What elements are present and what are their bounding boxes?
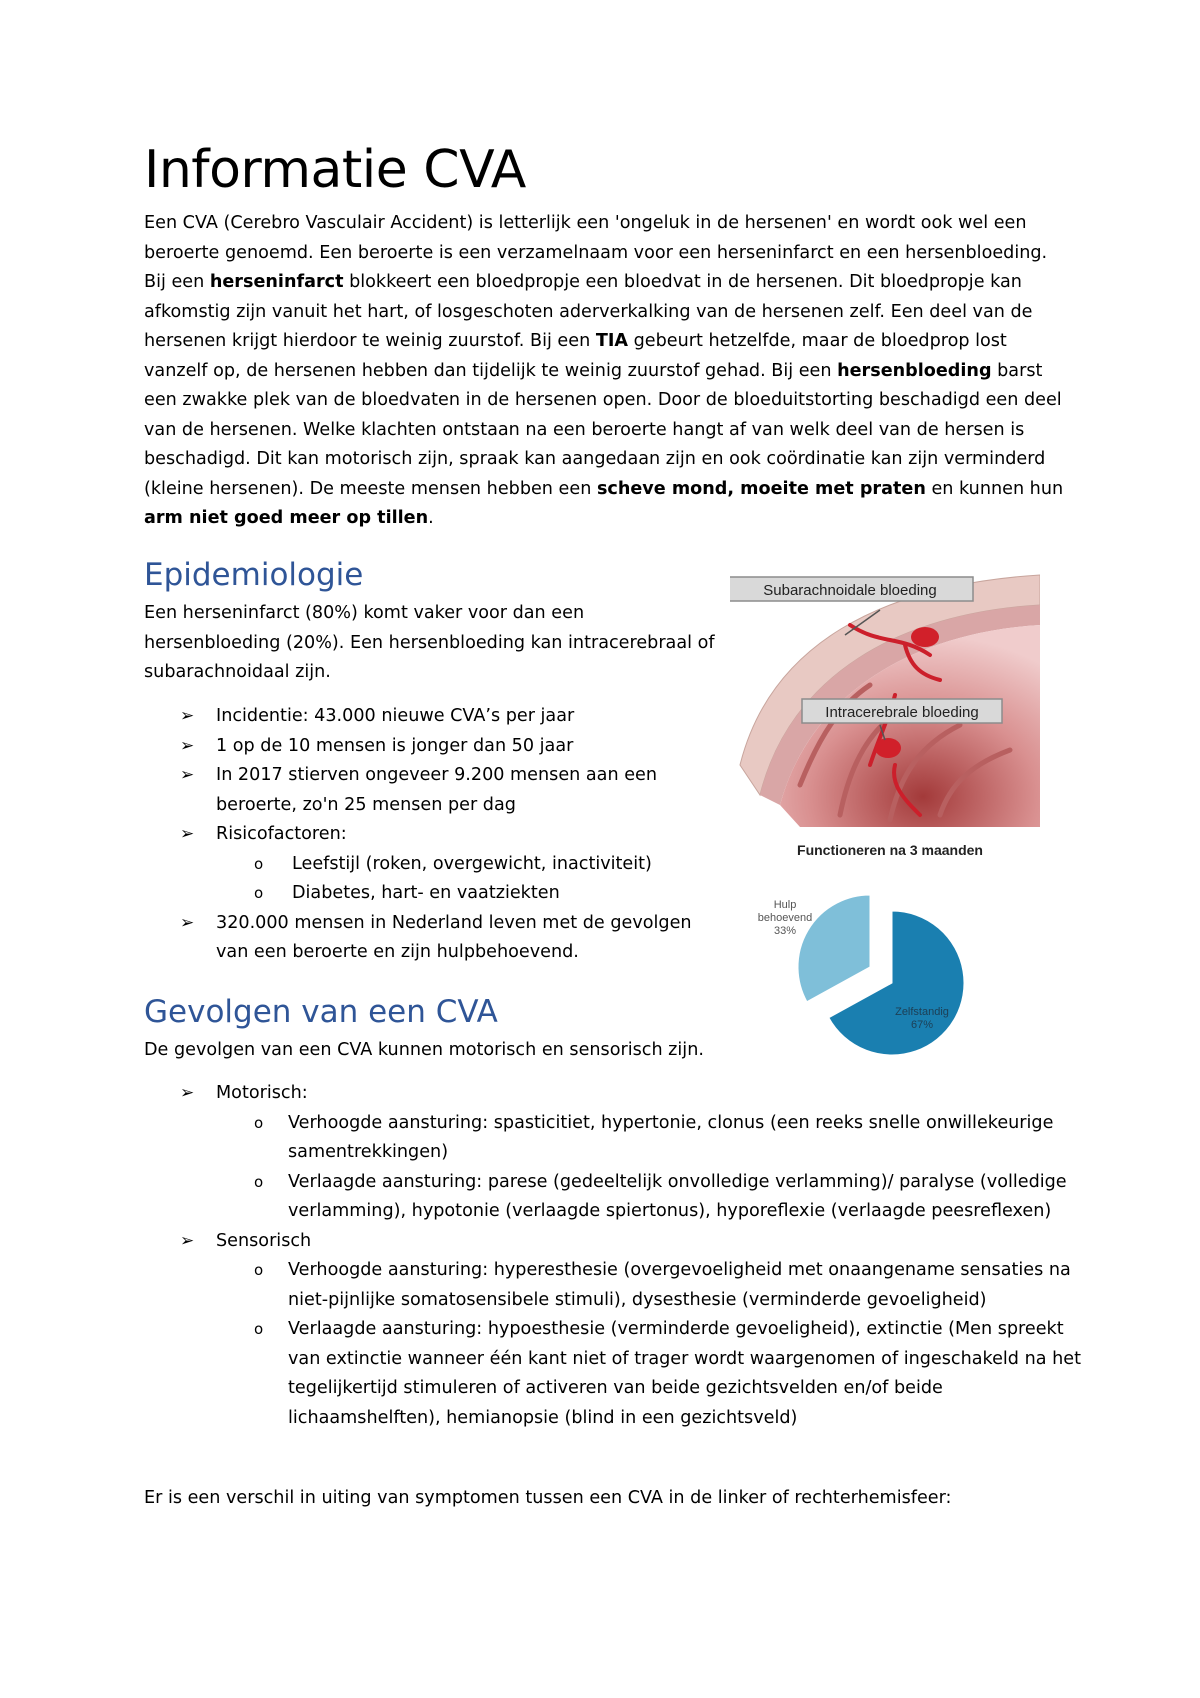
pie-slice-hulp (798, 895, 870, 1002)
epi-item-text: Leefstijl (roken, overgewicht, inactiviteit) (292, 853, 652, 874)
epi-item (144, 732, 724, 762)
arrow-bullet-icon: ➢ (180, 912, 195, 933)
intro-paragraph: Een CVA (Cerebro Vasculair Accident) is letterlijk een 'ongeluk in de hersenen' en wordt ook wel een beroerte genoemd. Een beroerte is een verzamelnaam voor een herseninfarct en een hersenbloeding. Bij een herseninfarct blokkeert een bloedpropje een bloedvat in de hersenen. Dit bloedpropje kan afkomstig zijn vanuit het hart, of losgeschoten aderverkalking van de hersenen zelf. Een deel van de hersenen krijgt hierdoor te weinig zuurstof. Bij een TIA gebeurt hetzelfde, maar de bloedprop lost vanzelf op, de hersenen hebben dan tijdelijk te weinig zuurstof gehad. Bij een hersenbloeding barst een zwakke plek van de bloedvaten in de hersenen open. Door de bloeduitstorting beschadigd een deel van de hersenen. Welke klachten ontstaan na een beroerte hangt af van welk deel van de hersen is beschadigd. Dit kan motorisch zijn, spraak kan aangedaan zijn en ook coördinatie kan zijn verminderd (kleine hersenen). De meeste mensen hebben een scheve mond, moeite met praten en kunnen hun arm niet goed meer op tillen. (144, 213, 1064, 528)
gev-item (144, 1315, 1084, 1433)
gevolgen-list (144, 1079, 1084, 1433)
epi-item (144, 702, 724, 732)
circle-bullet-icon: o (254, 1320, 264, 1338)
arrow-bullet-icon: ➢ (180, 706, 195, 726)
arrow-bullet-icon: ➢ (180, 824, 195, 844)
brain-bleeding-illustration (730, 565, 1040, 827)
circle-bullet-icon: o (254, 884, 264, 902)
epi-item-text: Risicofactoren: (216, 824, 347, 844)
arrow-bullet-icon: ➢ (180, 1230, 195, 1251)
gevolgen-paragraph: De gevolgen van een CVA kunnen motorisch en sensorisch zijn. (144, 1040, 704, 1060)
gev-item (144, 1256, 1084, 1315)
heading-epidemiologie: Epidemiologie (144, 557, 364, 593)
outro-paragraph: Er is een verschil in uiting van symptomen tussen een CVA in de linker of rechterhemisfeer: (144, 1488, 952, 1508)
epi-item-text: In 2017 stierven ongeveer 9.200 mensen aan een beroerte, zo'n 25 mensen per dag (216, 765, 657, 815)
epi-item (144, 850, 724, 880)
gev-item-text: Verhoogde aansturing: hyperesthesie (overgevoeligheid met onaangename sensaties na niet-pijnlijke somatosensibele stimuli), dysesthesie (verminderde gevoeligheid) (288, 1260, 1071, 1310)
arrow-bullet-icon: ➢ (180, 735, 195, 756)
gev-item-text: Verhoogde aansturing: spasticitiet, hypertonie, clonus (een reeks snelle onwillekeurige samentrekkingen) (288, 1112, 1054, 1162)
gev-item-text: Verlaagde aansturing: hypoesthesie (verminderde gevoeligheid), extinctie (Men spreekt van extinctie wanneer één kant niet of trager wordt waargenomen of ingeschakeld na het tegelijkertijd stimuleren of activeren van beide gezichtsvelden en/of beide lichaamshelften), hemianopsie (blind in een gezichtsveld) (288, 1319, 1081, 1428)
gev-item-text: Sensorisch (216, 1230, 312, 1251)
page-title: Informatie CVA (144, 140, 526, 200)
arrow-bullet-icon: ➢ (180, 1083, 195, 1103)
epi-item (144, 909, 724, 968)
gev-item (144, 1227, 1084, 1257)
heading-gevolgen: Gevolgen van een CVA (144, 994, 498, 1030)
epi-item (144, 879, 724, 909)
epidemiologie-list (144, 702, 724, 968)
epi-item (144, 761, 724, 820)
circle-bullet-icon: o (254, 854, 264, 873)
pie-chart (740, 880, 1010, 1055)
gev-item (144, 1079, 1084, 1109)
epi-item (144, 820, 724, 850)
circle-bullet-icon: o (254, 1113, 264, 1132)
epi-item-text: 320.000 mensen in Nederland leven met de gevolgen van een beroerte en zijn hulpbehoevend. (216, 912, 692, 962)
label-intracerebrale: Intracerebrale bloeding (825, 704, 979, 721)
epi-item-text: 1 op de 10 mensen is jonger dan 50 jaar (216, 735, 574, 756)
label-subarachnoidale: Subarachnoidale bloeding (763, 582, 937, 599)
gev-item (144, 1109, 1084, 1168)
subarachnoid-bleed (911, 627, 939, 647)
gev-item-text: Verlaagde aansturing: parese (gedeeltelijk onvolledige verlamming)/ paralyse (volledige verlamming), hypotonie (verlaagde spiertonus), hyporeflexie (verlaagde peesreflexen) (288, 1171, 1067, 1221)
circle-bullet-icon: o (254, 1172, 264, 1191)
arrow-bullet-icon: ➢ (180, 765, 195, 785)
circle-bullet-icon: o (254, 1261, 264, 1279)
epi-item-text: Diabetes, hart- en vaatziekten (292, 883, 560, 903)
epidemiologie-paragraph: Een herseninfarct (80%) komt vaker voor dan een hersenbloeding (20%). Een hersenbloeding kan intracerebraal of subarachnoidaal zijn. (144, 603, 715, 682)
gev-item-text: Motorisch: (216, 1083, 308, 1103)
pie-label-hulp: Hulp behoevend 33% (757, 899, 813, 937)
gev-item (144, 1168, 1084, 1227)
intracerebral-bleed (875, 738, 901, 758)
chart-title: Functioneren na 3 maanden (797, 842, 983, 858)
epi-item-text: Incidentie: 43.000 nieuwe CVA’s per jaar (216, 706, 575, 726)
pie-label-zelfstandig: Zelfstandig 67% (895, 1006, 949, 1031)
